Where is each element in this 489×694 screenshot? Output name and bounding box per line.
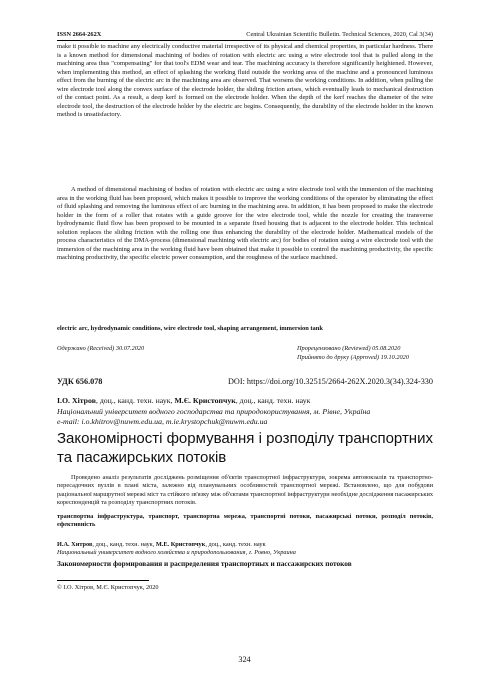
english-abstract-paragraph-1: make it possible to machine any electrically conductive material irrespective of its physical and chemical properties, in particular hardness. There is a known method for dimensional machining of bodies of rotation with electric arc using a wire electrode tool that is pulled along in the machining area thus "compensating" for that tool's EDM wear and tear. The machining accuracy is therefore significantly heightened. However, when implementing this method, an effect of splashing the working fluid outside the working area of the machine and a pronounced luminous effect from the burning of the electric arc in the machining area are observed. That worsens the working conditions. In addition, when pulling the wire electrode tool along the convex surface of the electrode holder, the sliding friction arises, which eventually leads to mechanical destruction of the contact point. As a result, a deep kerf is formed on the electrode holder. When the depth of the kerf reaches the diameter of the wire electrode tool, the destruction of the electrode holder by the electric arc begins. Consequently, the durability of the electrode holder in the known method is unsatisfactory. bbox=[57, 43, 433, 119]
issn-label: ISSN 2664-262X bbox=[57, 31, 102, 38]
page-number: 324 bbox=[238, 655, 251, 664]
author-2-degree: , доц., канд. техн. наук bbox=[235, 396, 311, 405]
author-1-name-ru: И.А. Хитров bbox=[57, 541, 93, 548]
author-2-name: М.Є. Кристопчук bbox=[174, 396, 236, 405]
header-rule bbox=[57, 40, 433, 41]
journal-name: Central Ukrainian Scientific Bulletin. Technical Sciences, 2020, Cal 3(34) bbox=[246, 31, 433, 38]
reviewed-date: Прорецензовано (Reviewed) 05.08.2020 bbox=[297, 345, 401, 352]
author-1-degree-ru: , доц., канд. техн. наук, bbox=[92, 541, 156, 548]
abstract-uk: Проведено аналіз результатів досліджень розміщення об'єктів транспортної інфраструктури, зокрема автовокзалів та транспортно-пересадочних вузлів в плані міста, залежно від планувальних особливостей транспортної мережі. Встановлено, що для побудови раціональної маршрутної мережі міст та стійкого зв'язку між об'єктами транспортної інфраструктури необхідне дослідження пасажирських кореспонденцій та розподілу транспортних потоків. bbox=[57, 474, 433, 507]
article-title-uk: Закономірності формування і розподілу транспортних та пасажирських потоків bbox=[57, 430, 433, 466]
keywords-uk: транспортна інфраструктура, транспорт, транспортна мережа, транспортні потоки, пасажирські потоки, розподіл потоків, ефективність bbox=[57, 513, 433, 529]
english-keywords: electric arc, hydrodynamic conditions, wire electrode tool, shaping arrangement, immersion tank bbox=[57, 325, 323, 332]
review-approval-dates bbox=[297, 345, 409, 362]
approved-date: Прийнято до друку (Approved) 19.10.2020 bbox=[297, 353, 409, 361]
author-line-ru bbox=[57, 541, 433, 549]
author-emails[interactable]: e-mail: i.o.khitrov@nuwm.edu.ua, m.ie.krystopchuk@nuwm.edu.ua bbox=[57, 417, 268, 427]
authors-block-ru bbox=[57, 541, 433, 558]
english-abstract-paragraph-2: A method of dimensional machining of bodies of rotation with electric arc using a wire electrode tool with the immersion of the machining area in the working fluid has been proposed, which makes it possible to improve the working conditions of the operator by eliminating the effect of fluid splashing and removing the luminous effect of arc burning in the machining area. In addition, it has been proposed to make the electrode holder in the form of a roller that rotates with a guide groove for the wire electrode tool, while the nozzle for creating the transverse hydrodynamic fluid flow has been proposed to be mounted in a separate fixed housing that is adjacent to the electrode holder. This technical solution replaces the sliding friction with the rolling one thus enhancing the durability of the electrode holder. Mathematical models of the process characteristics of the DMA-process (dimensional machining with electric arc) for bodies of rotation using a wire electrode tool with the immersion of the machining area in the working fluid have been obtained that make it possible to control the machining productivity, the specific machining productivity, the specific electric power consumption, and the roughness of the surface machined. bbox=[57, 186, 433, 262]
author-line bbox=[57, 396, 433, 407]
udc-code: УДК 656.078 bbox=[57, 377, 103, 386]
article-dates bbox=[57, 344, 433, 374]
author-2-degree-ru: , доц., канд. техн. наук bbox=[205, 541, 266, 548]
affiliation-ru: Национальный университет водного хозяйства и природопользования, г. Ровно, Украина bbox=[57, 549, 296, 557]
copyright-footnote: © І.О. Хітров, М.Є. Кристопчук, 2020 bbox=[57, 584, 159, 591]
footnote-rule bbox=[57, 580, 149, 581]
received-date: Одержано (Received) 30.07.2020 bbox=[57, 345, 145, 352]
authors-block-uk bbox=[57, 396, 433, 428]
affiliation-uk: Національний університет водного господарства та природокористування, м. Рівне, Україна bbox=[57, 406, 371, 416]
doi-link[interactable]: DOI: https://doi.org/10.32515/2664-262X.2020.3(34).324-330 bbox=[228, 377, 433, 386]
author-1-degree: , доц., канд. техн. наук, bbox=[95, 396, 175, 405]
article-title-ru: Закономерности формирования и распределения транспортных и пассажирских потоков bbox=[57, 559, 352, 568]
author-1-name: І.О. Хітров bbox=[57, 396, 96, 405]
author-2-name-ru: М.Е. Кристопчук bbox=[155, 541, 206, 548]
